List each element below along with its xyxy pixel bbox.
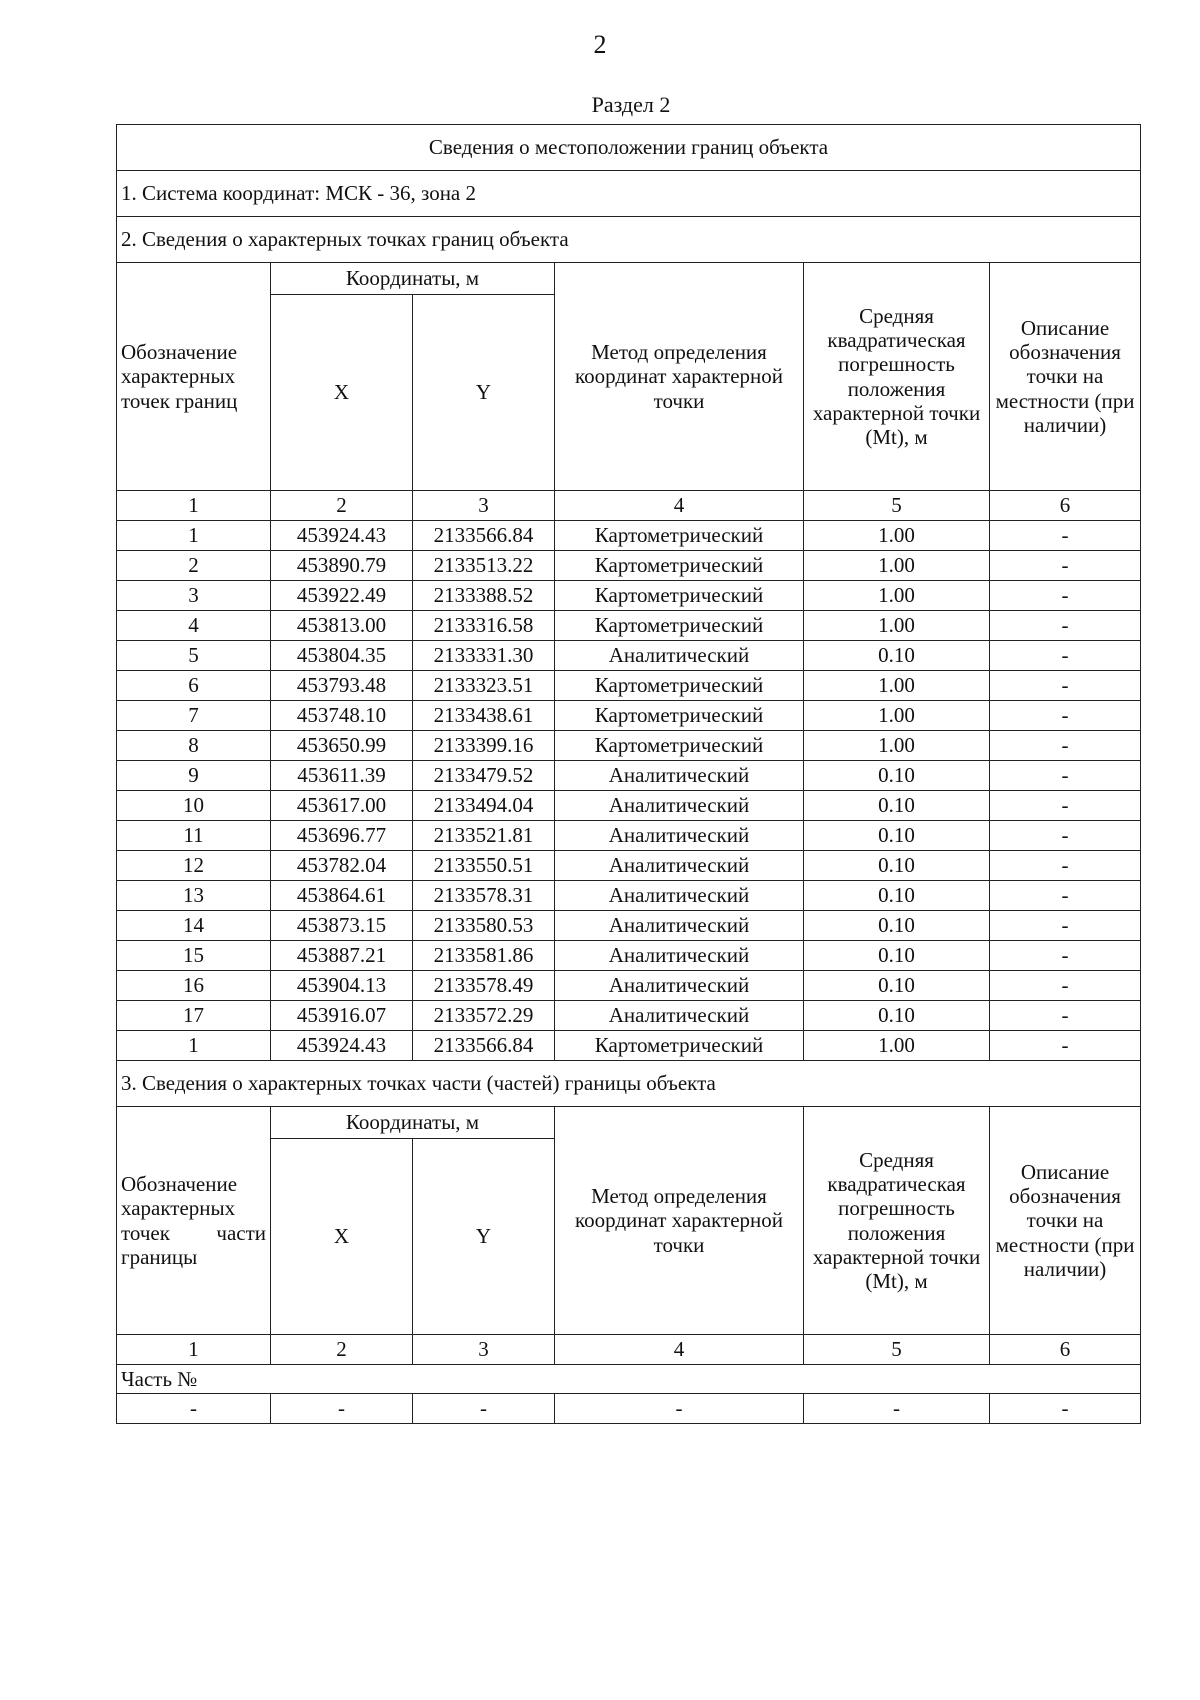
cell-error: 1.00 xyxy=(804,731,990,761)
column-number: 3 xyxy=(413,1335,555,1365)
cell-x: 453924.43 xyxy=(271,521,413,551)
cell-desc: - xyxy=(990,551,1141,581)
table-row xyxy=(117,941,1141,971)
cell-error: 0.10 xyxy=(804,1001,990,1031)
header-desc: Описание обозначения точки на местности (при наличии) xyxy=(990,263,1141,491)
cell-point: 1 xyxy=(117,1031,271,1061)
cell-desc: - xyxy=(990,641,1141,671)
header-error: Средняя квадратическая погрешность положения характерной точки (Mt), м xyxy=(804,263,990,491)
cell-y: 2133479.52 xyxy=(413,761,555,791)
cell-point: 17 xyxy=(117,1001,271,1031)
cell-error: 1.00 xyxy=(804,551,990,581)
table-row xyxy=(117,731,1141,761)
cell-point: 15 xyxy=(117,941,271,971)
cell-y: 2133331.30 xyxy=(413,641,555,671)
column-number: 4 xyxy=(555,1335,804,1365)
table-row xyxy=(117,611,1141,641)
cell-point: 11 xyxy=(117,821,271,851)
table-row xyxy=(117,851,1141,881)
cell-x: 453922.49 xyxy=(271,581,413,611)
table-row xyxy=(117,971,1141,1001)
cell-error: 1.00 xyxy=(804,611,990,641)
cell-method: Аналитический xyxy=(555,641,804,671)
cell-x: 453887.21 xyxy=(271,941,413,971)
cell-x: 453916.07 xyxy=(271,1001,413,1031)
header-method: Метод определения координат характерной точки xyxy=(555,263,804,491)
cell-method: Картометрический xyxy=(555,671,804,701)
table-row xyxy=(117,1031,1141,1061)
cell-x: - xyxy=(271,1394,413,1424)
cell-method: Картометрический xyxy=(555,611,804,641)
cell-y: 2133566.84 xyxy=(413,1031,555,1061)
column-number: 2 xyxy=(271,491,413,521)
cell-point: 10 xyxy=(117,791,271,821)
header-point-part: Обозначение характерных точек части границы xyxy=(117,1107,271,1335)
cell-method: Аналитический xyxy=(555,1001,804,1031)
column-number: 3 xyxy=(413,491,555,521)
cell-x: 453617.00 xyxy=(271,791,413,821)
cell-point: 5 xyxy=(117,641,271,671)
cell-method: Аналитический xyxy=(555,791,804,821)
cell-desc: - xyxy=(990,851,1141,881)
cell-desc: - xyxy=(990,941,1141,971)
header-coords-part: Координаты, м xyxy=(271,1107,555,1139)
cell-y: - xyxy=(413,1394,555,1424)
cell-x: 453813.00 xyxy=(271,611,413,641)
cell-y: 2133580.53 xyxy=(413,911,555,941)
column-number: 1 xyxy=(117,491,271,521)
cell-desc: - xyxy=(990,1001,1141,1031)
cell-desc: - xyxy=(990,791,1141,821)
cell-error: - xyxy=(804,1394,990,1424)
table-row xyxy=(117,881,1141,911)
column-number: 6 xyxy=(990,491,1141,521)
table-row xyxy=(117,641,1141,671)
section3-title: 3. Сведения о характерных точках части (частей) границы объекта xyxy=(117,1061,1141,1107)
cell-point: 14 xyxy=(117,911,271,941)
cell-desc: - xyxy=(990,671,1141,701)
section3-rows xyxy=(117,1394,1141,1424)
cell-y: 2133316.58 xyxy=(413,611,555,641)
cell-y: 2133566.84 xyxy=(413,521,555,551)
header-x-part: X xyxy=(271,1139,413,1335)
section2-title: 2. Сведения о характерных точках границ объекта xyxy=(117,217,1141,263)
cell-x: 453864.61 xyxy=(271,881,413,911)
column-number: 6 xyxy=(990,1335,1141,1365)
cell-method: Картометрический xyxy=(555,731,804,761)
section-title: Раздел 2 xyxy=(591,92,671,117)
cell-point: 2 xyxy=(117,551,271,581)
cell-y: 2133578.31 xyxy=(413,881,555,911)
cell-point: 3 xyxy=(117,581,271,611)
cell-x: 453890.79 xyxy=(271,551,413,581)
cell-error: 0.10 xyxy=(804,851,990,881)
cell-error: 0.10 xyxy=(804,941,990,971)
cell-x: 453793.48 xyxy=(271,671,413,701)
cell-x: 453696.77 xyxy=(271,821,413,851)
header-point: Обозначение характерных точек границ xyxy=(117,263,271,491)
column-number: 5 xyxy=(804,491,990,521)
cell-error: 0.10 xyxy=(804,641,990,671)
cell-x: 453611.39 xyxy=(271,761,413,791)
table-row xyxy=(117,551,1141,581)
table-row xyxy=(117,581,1141,611)
cell-point: 13 xyxy=(117,881,271,911)
table-row xyxy=(117,1394,1141,1424)
cell-y: 2133572.29 xyxy=(413,1001,555,1031)
header-coords: Координаты, м xyxy=(271,263,555,295)
cell-desc: - xyxy=(990,971,1141,1001)
header-desc-part: Описание обозначения точки на местности (при наличии) xyxy=(990,1107,1141,1335)
cell-x: 453924.43 xyxy=(271,1031,413,1061)
cell-desc: - xyxy=(990,761,1141,791)
cell-point: 16 xyxy=(117,971,271,1001)
cell-error: 0.10 xyxy=(804,791,990,821)
boundary-table xyxy=(116,124,1141,1424)
cell-x: 453782.04 xyxy=(271,851,413,881)
column-number: 5 xyxy=(804,1335,990,1365)
table-row xyxy=(117,911,1141,941)
cell-point: - xyxy=(117,1394,271,1424)
cell-method: Аналитический xyxy=(555,911,804,941)
table-row xyxy=(117,701,1141,731)
cell-error: 1.00 xyxy=(804,1031,990,1061)
cell-method: Аналитический xyxy=(555,851,804,881)
cell-error: 0.10 xyxy=(804,881,990,911)
table-row xyxy=(117,671,1141,701)
page-number: 2 xyxy=(593,30,607,59)
cell-x: 453873.15 xyxy=(271,911,413,941)
cell-method: Картометрический xyxy=(555,551,804,581)
table-row xyxy=(117,521,1141,551)
cell-y: 2133438.61 xyxy=(413,701,555,731)
cell-method: Аналитический xyxy=(555,941,804,971)
cell-y: 2133323.51 xyxy=(413,671,555,701)
cell-error: 1.00 xyxy=(804,521,990,551)
header-method-part: Метод определения координат характерной точки xyxy=(555,1107,804,1335)
cell-point: 1 xyxy=(117,521,271,551)
cell-y: 2133581.86 xyxy=(413,941,555,971)
cell-method: Картометрический xyxy=(555,1031,804,1061)
cell-method: Картометрический xyxy=(555,581,804,611)
cell-desc: - xyxy=(990,1394,1141,1424)
cell-point: 6 xyxy=(117,671,271,701)
table-row xyxy=(117,791,1141,821)
cell-desc: - xyxy=(990,701,1141,731)
cell-method: Аналитический xyxy=(555,821,804,851)
table-row xyxy=(117,761,1141,791)
cell-x: 453748.10 xyxy=(271,701,413,731)
cell-y: 2133521.81 xyxy=(413,821,555,851)
cell-desc: - xyxy=(990,581,1141,611)
cell-desc: - xyxy=(990,821,1141,851)
part-label: Часть № xyxy=(117,1365,1141,1394)
cell-point: 9 xyxy=(117,761,271,791)
cell-error: 1.00 xyxy=(804,581,990,611)
cell-y: 2133494.04 xyxy=(413,791,555,821)
cell-method: Аналитический xyxy=(555,761,804,791)
column-numbers-part xyxy=(117,1335,1141,1365)
header-x: X xyxy=(271,295,413,491)
cell-method: Аналитический xyxy=(555,971,804,1001)
column-number: 2 xyxy=(271,1335,413,1365)
cell-desc: - xyxy=(990,1031,1141,1061)
table-row xyxy=(117,821,1141,851)
cell-error: 0.10 xyxy=(804,761,990,791)
table-title: Сведения о местоположении границ объекта xyxy=(117,125,1141,171)
cell-error: 1.00 xyxy=(804,701,990,731)
cell-point: 7 xyxy=(117,701,271,731)
cell-y: 2133399.16 xyxy=(413,731,555,761)
cell-point: 4 xyxy=(117,611,271,641)
cell-y: 2133550.51 xyxy=(413,851,555,881)
section2-rows xyxy=(117,521,1141,1061)
cell-error: 0.10 xyxy=(804,911,990,941)
cell-x: 453804.35 xyxy=(271,641,413,671)
cell-x: 453904.13 xyxy=(271,971,413,1001)
cell-error: 0.10 xyxy=(804,971,990,1001)
cell-method: - xyxy=(555,1394,804,1424)
cell-desc: - xyxy=(990,731,1141,761)
cell-method: Картометрический xyxy=(555,701,804,731)
column-number: 1 xyxy=(117,1335,271,1365)
table-row xyxy=(117,1001,1141,1031)
cell-desc: - xyxy=(990,881,1141,911)
coord-system: 1. Система координат: МСК - 36, зона 2 xyxy=(117,171,1141,217)
header-y-part: Y xyxy=(413,1139,555,1335)
cell-y: 2133388.52 xyxy=(413,581,555,611)
cell-point: 12 xyxy=(117,851,271,881)
cell-x: 453650.99 xyxy=(271,731,413,761)
cell-method: Картометрический xyxy=(555,521,804,551)
cell-desc: - xyxy=(990,521,1141,551)
cell-desc: - xyxy=(990,911,1141,941)
cell-desc: - xyxy=(990,611,1141,641)
cell-y: 2133513.22 xyxy=(413,551,555,581)
cell-error: 0.10 xyxy=(804,821,990,851)
cell-method: Аналитический xyxy=(555,881,804,911)
header-error-part: Средняя квадратическая погрешность положения характерной точки (Mt), м xyxy=(804,1107,990,1335)
column-number: 4 xyxy=(555,491,804,521)
cell-point: 8 xyxy=(117,731,271,761)
cell-y: 2133578.49 xyxy=(413,971,555,1001)
header-y: Y xyxy=(413,295,555,491)
column-numbers xyxy=(117,491,1141,521)
cell-error: 1.00 xyxy=(804,671,990,701)
